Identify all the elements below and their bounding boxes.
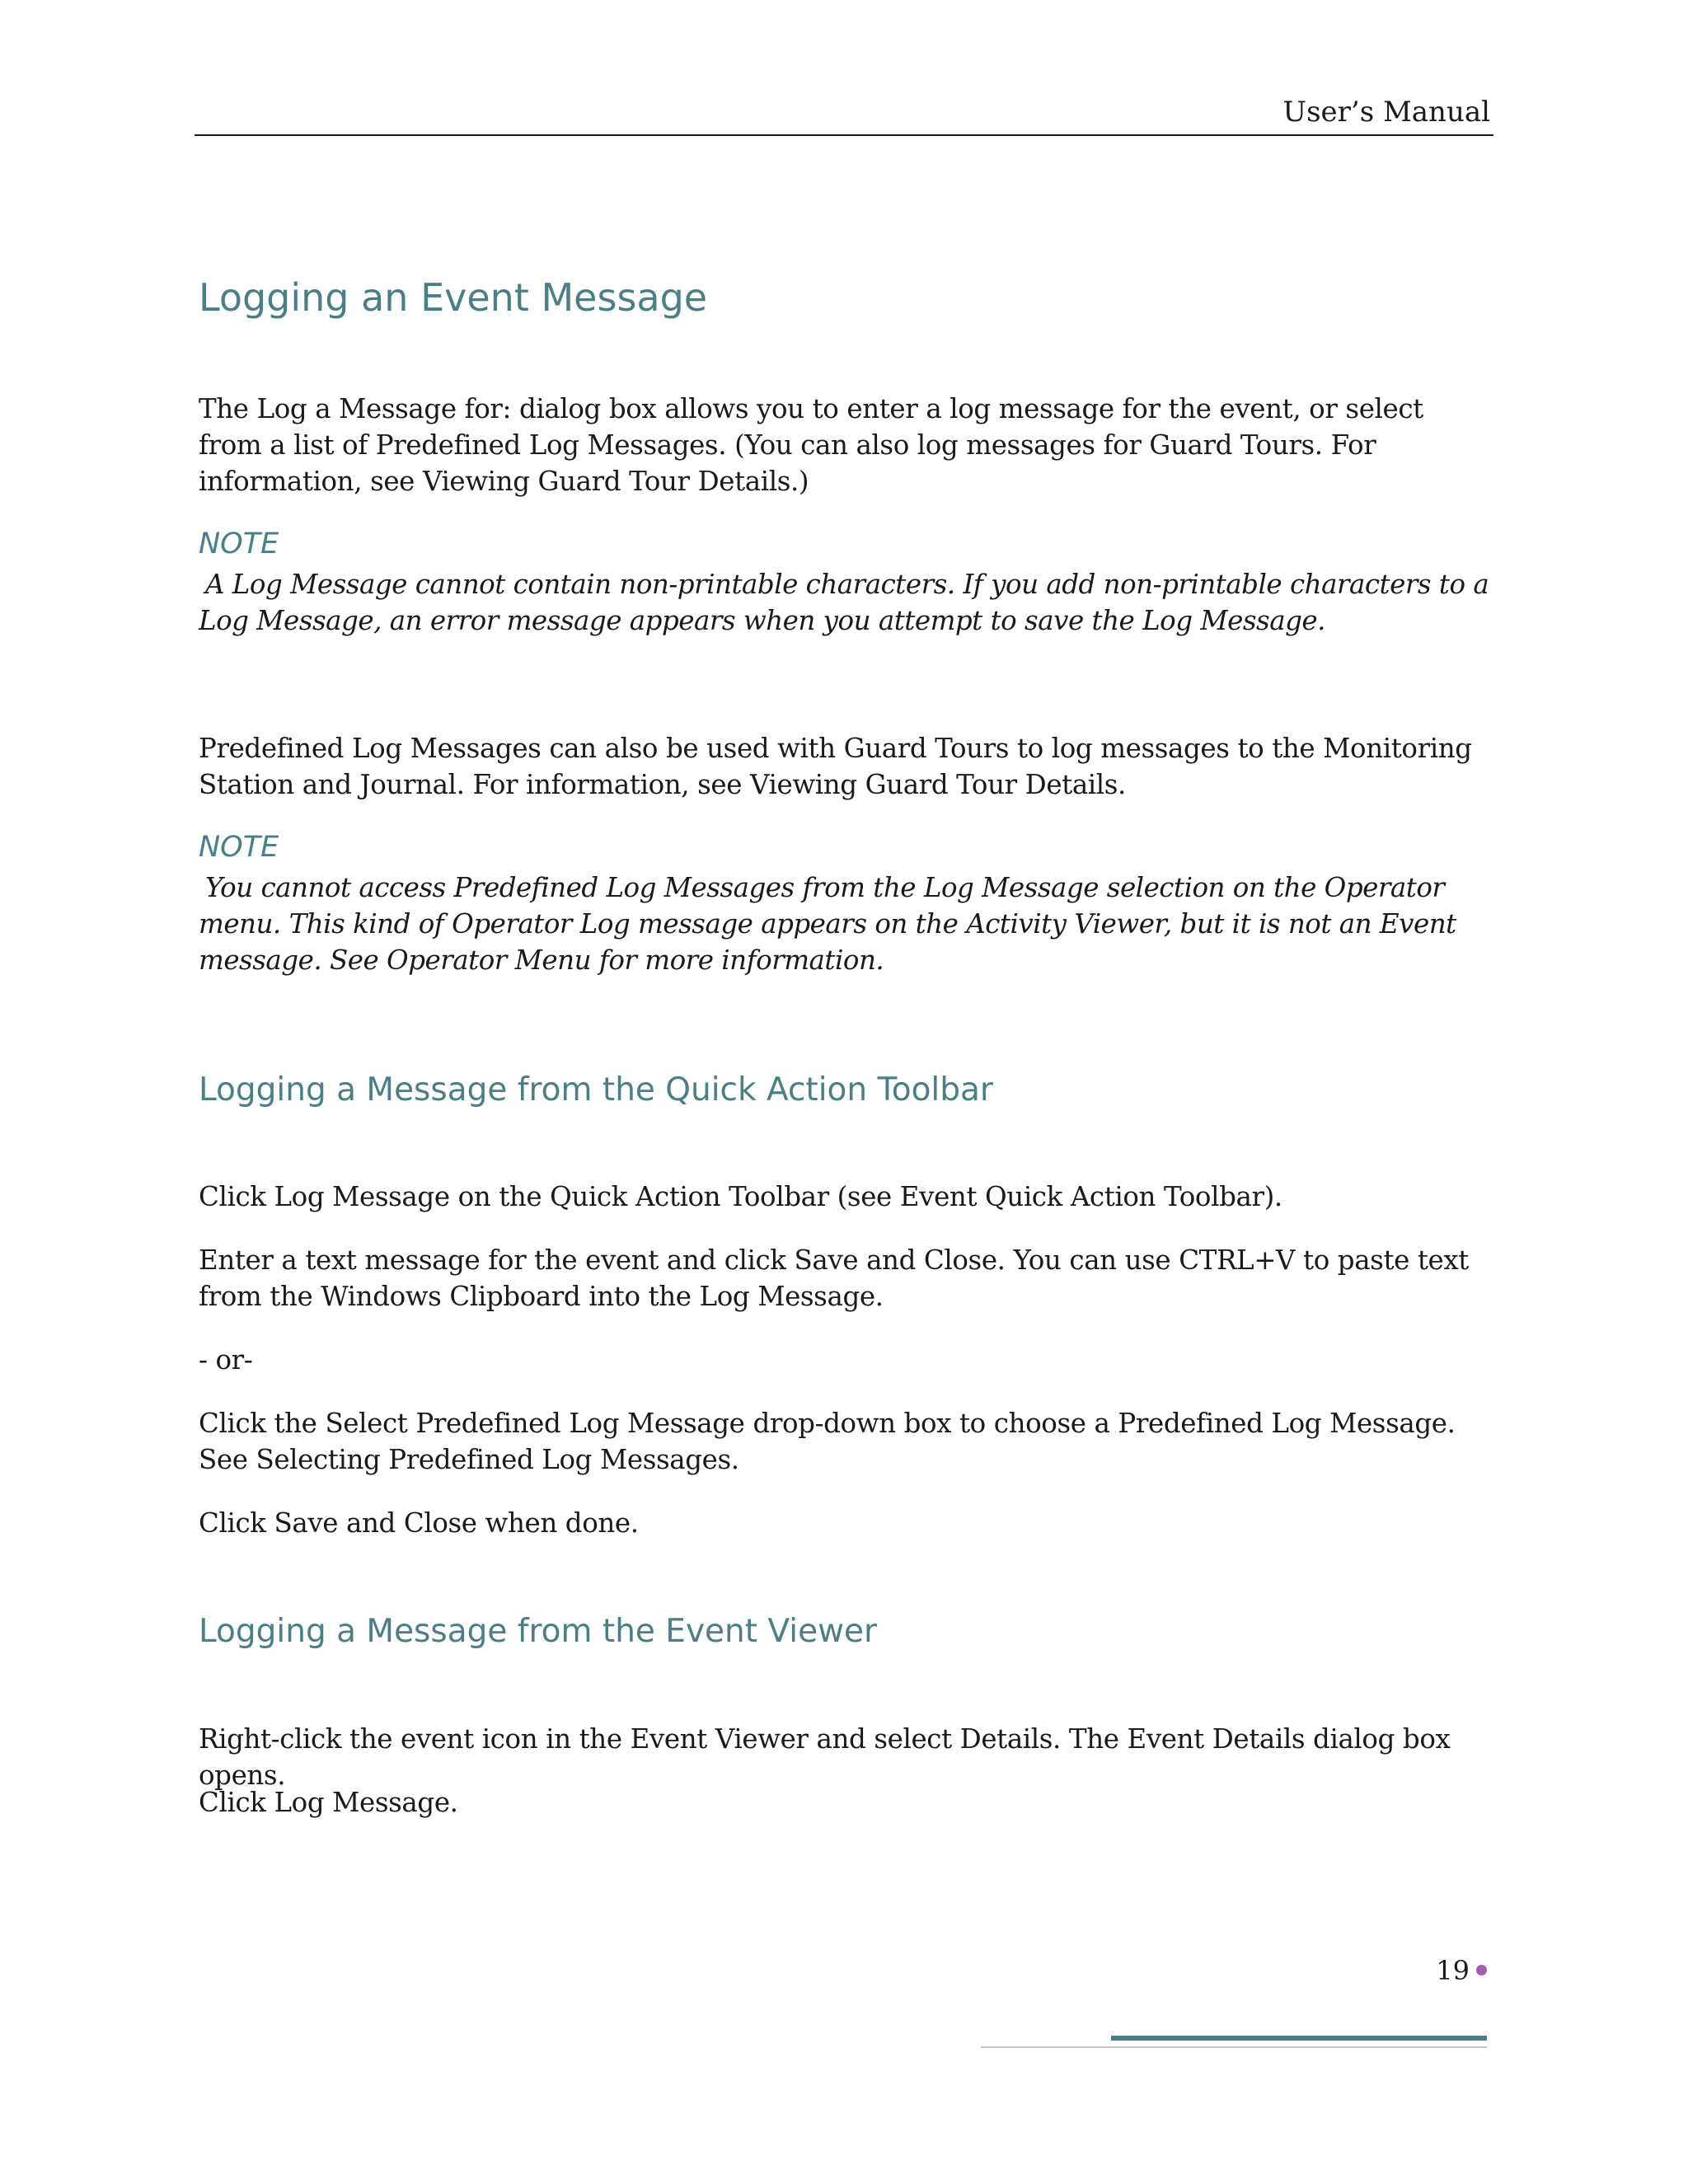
subheading-event-viewer: Logging a Message from the Event Viewer [199, 1613, 877, 1650]
footer-rule-accent [1111, 2036, 1487, 2041]
step-paragraph: Right-click the event icon in the Event Viewer and select Details. The Event Details dialog box opens. [199, 1723, 1451, 1791]
running-header: User’s Manual [1282, 96, 1490, 129]
intro-paragraph: The Log a Message for: dialog box allows you to enter a log message for the event, or select from a list of Predefined Log Messages. (You can also log messages for Guard Tours. For information, see Viewing Guard Tour Details.) [199, 393, 1423, 497]
or-separator: - or- [199, 1344, 253, 1376]
section-heading-logging-event-message: Logging an Event Message [199, 275, 708, 320]
page-number: 19 [1436, 1955, 1470, 1986]
subheading-quick-action-toolbar: Logging a Message from the Quick Action Toolbar [199, 1071, 993, 1108]
predefined-paragraph: Predefined Log Messages can also be used with Guard Tours to log messages to the Monitoring Station and Journal. For information, see Viewing Guard Tour Details. [199, 733, 1472, 800]
step-paragraph: Click Save and Close when done. [199, 1507, 639, 1539]
note-text: A Log Message cannot contain non-printable characters. If you add non-printable characters to a Log Message, an error message appears when you attempt to save the Log Message. [199, 569, 1489, 636]
step-paragraph: Click Log Message. [199, 1787, 458, 1818]
step-paragraph: Click the Select Predefined Log Message drop-down box to choose a Predefined Log Message. See Selecting Predefined Log Messages. [199, 1408, 1456, 1475]
step-paragraph: Enter a text message for the event and click Save and Close. You can use CTRL+V to paste text from the Windows Clipboard into the Log Message. [199, 1244, 1469, 1312]
step-paragraph: Click Log Message on the Quick Action Toolbar (see Event Quick Action Toolbar). [199, 1181, 1282, 1212]
footer-rule-thin [981, 2046, 1487, 2048]
header-rule [195, 134, 1493, 136]
note-text: You cannot access Predefined Log Messages from the Log Message selection on the Operator menu. This kind of Operator Log message appears on the Activity Viewer, but it is not an Event message. See Operator Menu for more information. [199, 872, 1456, 976]
page-number-dot [1476, 1965, 1487, 1975]
note-label: NOTE [199, 831, 279, 864]
note-label: NOTE [199, 527, 279, 560]
